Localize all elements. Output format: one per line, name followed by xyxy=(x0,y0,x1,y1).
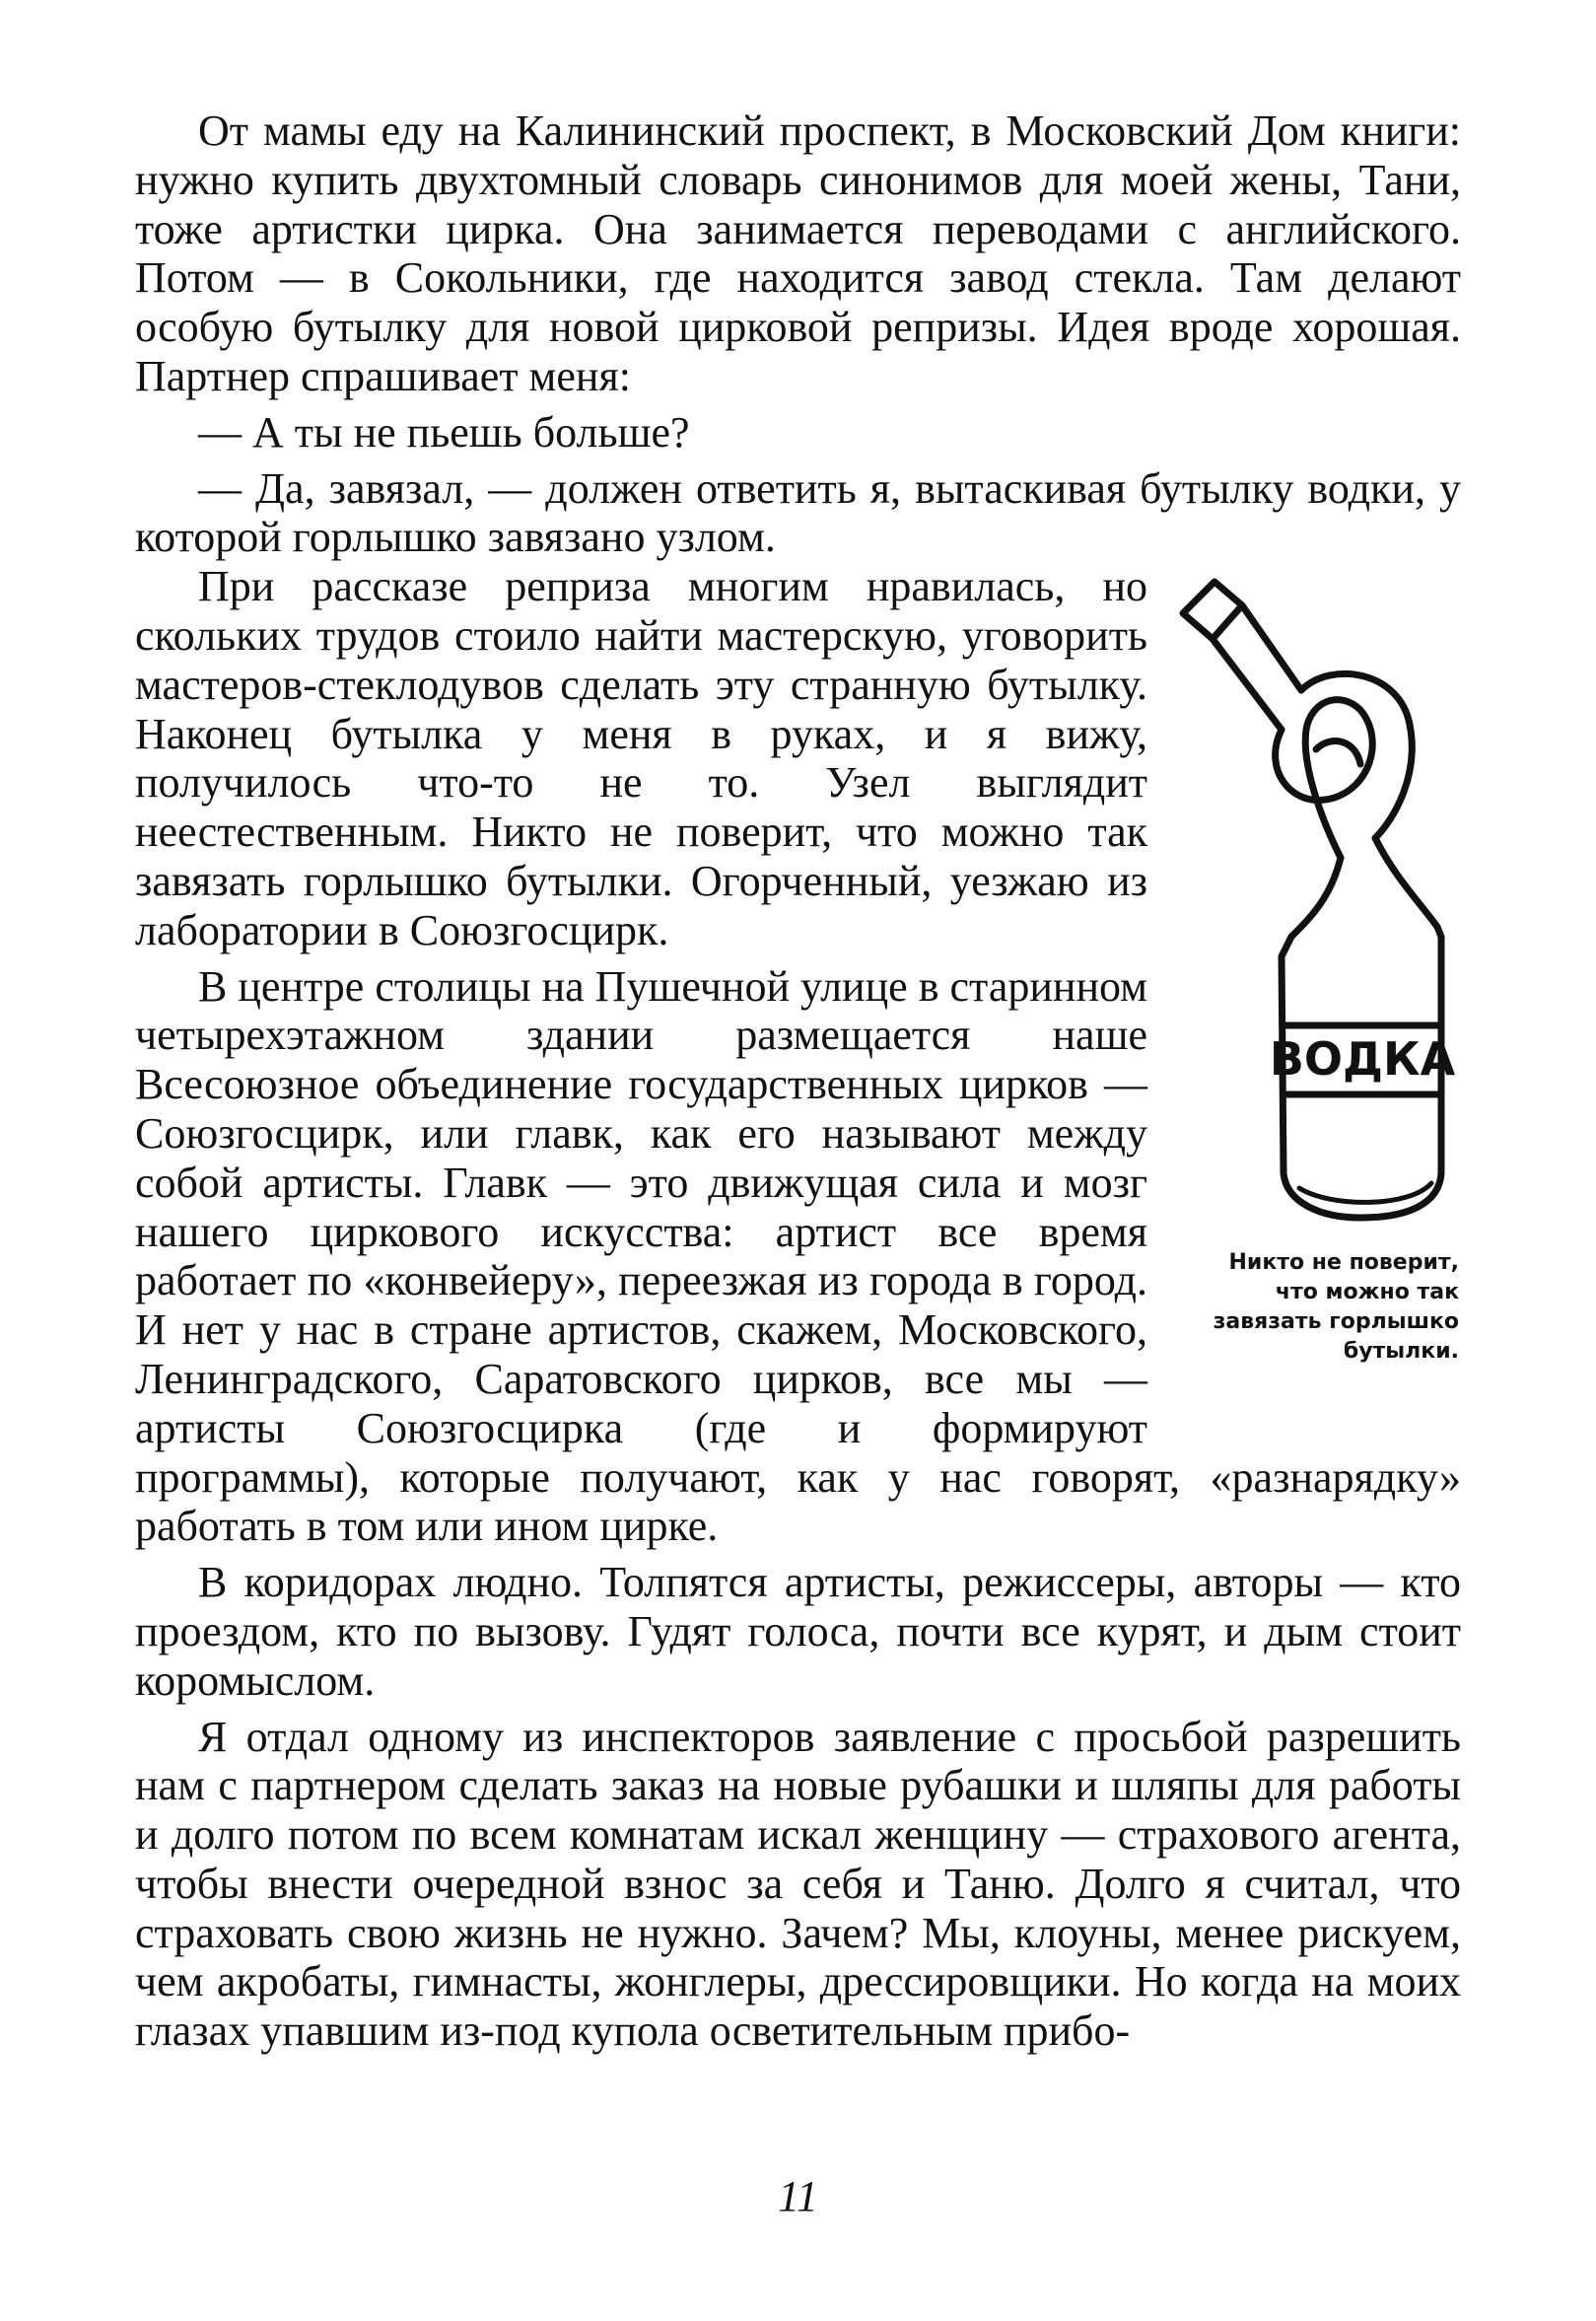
paragraph: В коридорах людно. Толпятся артисты, режиссеры, авторы — кто проездом, кто по вызову. Гудят голоса, почти все курят, и дым стоит коромыслом. xyxy=(135,1558,1461,1705)
knotted-bottle-icon xyxy=(1173,562,1461,1242)
illustration-caption xyxy=(1163,1248,1459,1367)
caption-line: что можно так xyxy=(1275,1280,1459,1305)
bottle-illustration xyxy=(1173,562,1461,1420)
paragraph: От мамы еду на Калининский проспект, в Московский Дом книги: нужно купить двухтомный словарь синонимов для моей жены, Тани, тоже артистки цирка. Она занимается переводами с английского. Потом — в Сокольники, где находится завод стекла. Там делают особую бутылку для новой цирковой репризы. Идея вроде хорошая. Партнер спрашивает меня: xyxy=(135,106,1461,400)
paragraph: Я отдал одному из инспекторов заявление с просьбой разрешить нам с партнером сделать заказ на новые рубашки и шляпы для работы и долго потом по всем комнатам искал женщину — страхового агента, чтобы внести очередной взнос за себя и Таню. Долго я считал, что страховать свою жизнь не нужно. Зачем? Мы, клоуны, менее рискуем, чем акробаты, гимнасты, жонглеры, дрессировщики. Но когда на моих глазах упавшим из-под купола осветительным прибо- xyxy=(135,1712,1461,2056)
bottle-label-text: ВОДКА xyxy=(1269,1032,1456,1087)
text-column xyxy=(135,106,1461,2056)
caption-line: бутылки. xyxy=(1343,1339,1459,1365)
paragraph: — А ты не пьешь больше? xyxy=(198,407,690,457)
paragraph: При рассказе реприза многим нравилась, но скольких трудов стоило найти мастерскую, уговорить мастеров-стеклодувов сделать эту странную бутылку. Наконец бутылка у меня в руках, и я вижу, получилось что-то не то. Узел выглядит неестественным. Никто не поверит, что можно так завязать горлышко бутылки. Огорченный, уезжаю из лаборатории в Союзгосцирк. xyxy=(135,562,1147,954)
caption-line: завязать горлышко xyxy=(1213,1309,1459,1335)
caption-line: Никто не поверит, xyxy=(1228,1250,1459,1276)
paragraph: — Да, завязал, — должен ответить я, вытаскивая бутылку водки, у которой горлышко завязано узлом. xyxy=(135,463,1461,562)
paragraph: В центре столицы на Пушечной улице в старинном четырехэтажном здании размещается наше Всесоюзное объединение государственных цирков — Союзгосцирк, или главк, как его называют между собой артисты. Главк — это движущая сила и мозг нашего циркового искусства: артист все время работает по «конвейеру», переезжая из города в город. И нет у нас в стране артистов, скажем, Московского, Ленинградского, Саратовского цирков, все мы — артисты Союзгосцирка (где и формируют программы), которые получают, как у нас говорят, «разнарядку» работать в том или ином цирке. xyxy=(135,961,1461,1551)
page-number: 11 xyxy=(778,2172,818,2220)
